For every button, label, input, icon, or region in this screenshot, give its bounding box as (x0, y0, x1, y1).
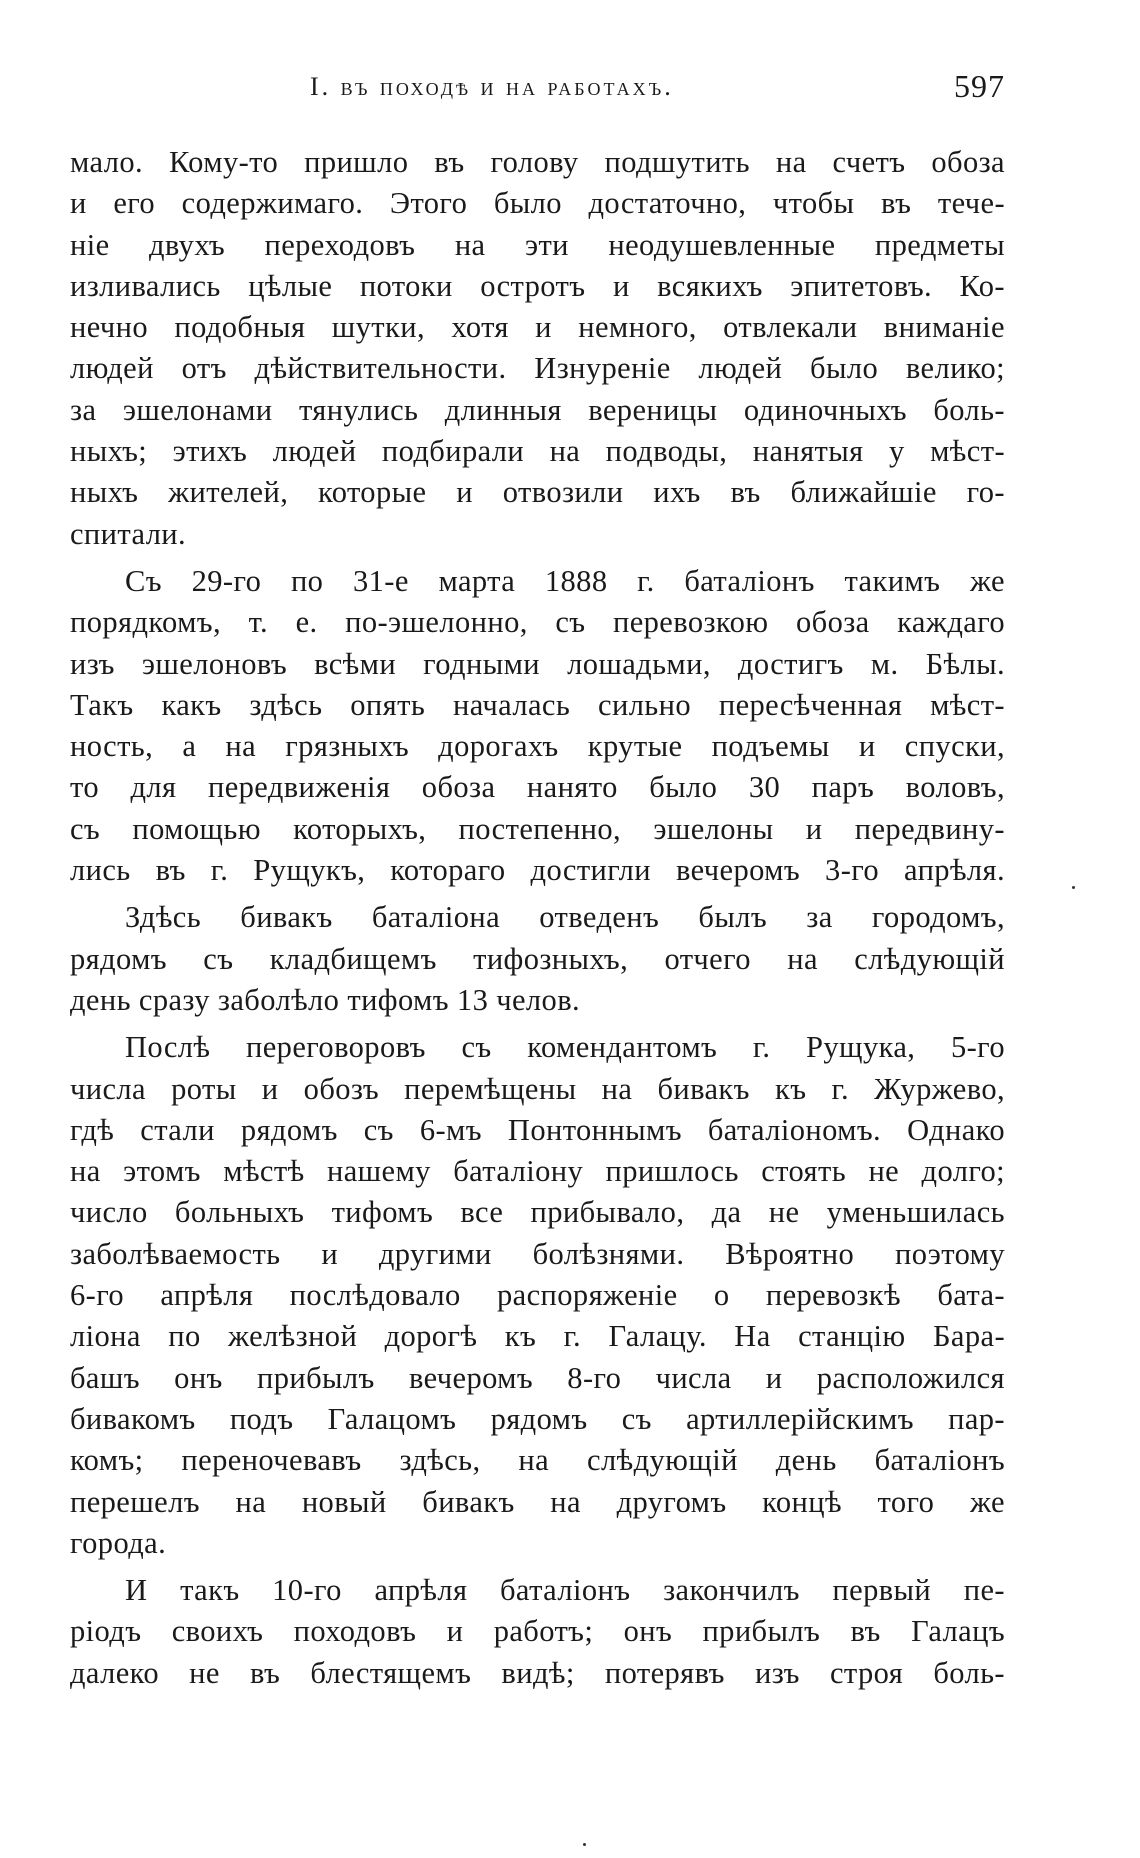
text-line: за эшелонами тянулись длинныя вереницы одиночныхъ боль- (70, 392, 1005, 427)
text-line: съ помощью которыхъ, постепенно, эшелоны и передвину- (70, 811, 1005, 846)
text-line: изъ эшелоновъ всѣми годными лошадьми, достигъ м. Бѣлы. (70, 646, 1005, 681)
text-line: нечно подобныя шутки, хотя и немного, отвлекали вниманіе (70, 310, 1005, 345)
text-line: бивакомъ подъ Галацомъ рядомъ съ артиллерійскимъ пар- (70, 1401, 1005, 1436)
text-line: далеко не въ блестящемъ видѣ; потерявъ изъ строя боль- (70, 1655, 1005, 1690)
text-line: Здѣсь бивакъ баталіона отведенъ былъ за городомъ, (125, 900, 1005, 935)
text-line: Послѣ переговоровъ съ комендантомъ г. Рущука, 5-го (125, 1030, 1005, 1065)
text-line: ріодъ своихъ походовъ и работъ; онъ прибылъ въ Галацъ (70, 1614, 1005, 1649)
text-line: ныхъ; этихъ людей подбирали на подводы, нанятыя у мѣст- (70, 434, 1005, 469)
running-title: I. въ походѣ и на работахъ. (310, 72, 674, 101)
text-line: комъ; переночевавъ здѣсь, на слѣдующій день баталіонъ (70, 1443, 1005, 1478)
text-line: лись въ г. Рущукъ, котораго достигли вечеромъ 3-го апрѣля. (70, 853, 1005, 888)
text-line: мало. Кому-то пришло въ голову подшутить на счетъ обоза (70, 145, 1005, 179)
text-line: день сразу заболѣло тифомъ 13 челов. (70, 982, 581, 1017)
print-speck (583, 1843, 586, 1846)
print-speck (1072, 886, 1075, 889)
text-line: ныхъ жителей, которые и отвозили ихъ въ ближайшіе го- (70, 475, 1005, 510)
text-line: заболѣваемость и другими болѣзнями. Вѣроятно поэтому (70, 1236, 1005, 1271)
paragraph (70, 561, 1005, 891)
text-line: ность, а на грязныхъ дорогахъ крутые подъемы и спуски, (70, 729, 1005, 764)
text-line: рядомъ съ кладбищемъ тифозныхъ, отчего на слѣдующій (70, 941, 1005, 976)
page-number: 597 (954, 68, 1005, 104)
text-line: 6-го апрѣля послѣдовало распоряженіе о перевозкѣ бата- (70, 1278, 1005, 1313)
text-line: число больныхъ тифомъ все прибывало, да не уменьшилась (70, 1195, 1005, 1230)
text-line: спитали. (70, 516, 187, 551)
text-line: ліона по желѣзной дорогѣ къ г. Галацу. На станцію Бара- (70, 1319, 1005, 1354)
text-line: перешелъ на новый бивакъ на другомъ концѣ того же (70, 1484, 1005, 1519)
text-line: города. (70, 1525, 167, 1560)
paragraph (70, 142, 1005, 555)
text-line: изливались цѣлые потоки остротъ и всякихъ эпитетовъ. Ко- (70, 268, 1005, 303)
text-line: людей отъ дѣйствительности. Изнуреніе людей было велико; (70, 351, 1005, 386)
text-line: башъ онъ прибылъ вечеромъ 8-го числа и расположился (70, 1360, 1005, 1395)
paragraph (70, 1570, 1005, 1694)
running-head (70, 68, 1005, 112)
text-line: ніе двухъ переходовъ на эти неодушевленные предметы (70, 227, 1005, 262)
text-line: гдѣ стали рядомъ съ 6-мъ Понтоннымъ баталіономъ. Однако (70, 1112, 1005, 1147)
text-line: то для передвиженія обоза нанято было 30 паръ воловъ, (70, 770, 1005, 805)
text-line: и его содержимаго. Этого было достаточно, чтобы въ тече- (70, 186, 1005, 221)
text-line: Съ 29-го по 31-е марта 1888 г. баталіонъ такимъ же (125, 563, 1005, 598)
text-line: Такъ какъ здѣсь опять началась сильно пересѣченная мѣст- (70, 687, 1005, 722)
text-line: порядкомъ, т. е. по-эшелонно, съ перевозкою обоза каждаго (70, 605, 1005, 640)
text-line: числа роты и обозъ перемѣщены на бивакъ къ г. Журжево, (70, 1071, 1005, 1106)
text-line: И такъ 10-го апрѣля баталіонъ закончилъ первый пе- (125, 1573, 1005, 1608)
paragraph (70, 897, 1005, 1021)
text-line: на этомъ мѣстѣ нашему баталіону пришлось стоять не долго; (70, 1154, 1005, 1189)
book-page (70, 0, 1005, 1858)
paragraph (70, 1027, 1005, 1564)
body-text (70, 142, 1005, 1694)
